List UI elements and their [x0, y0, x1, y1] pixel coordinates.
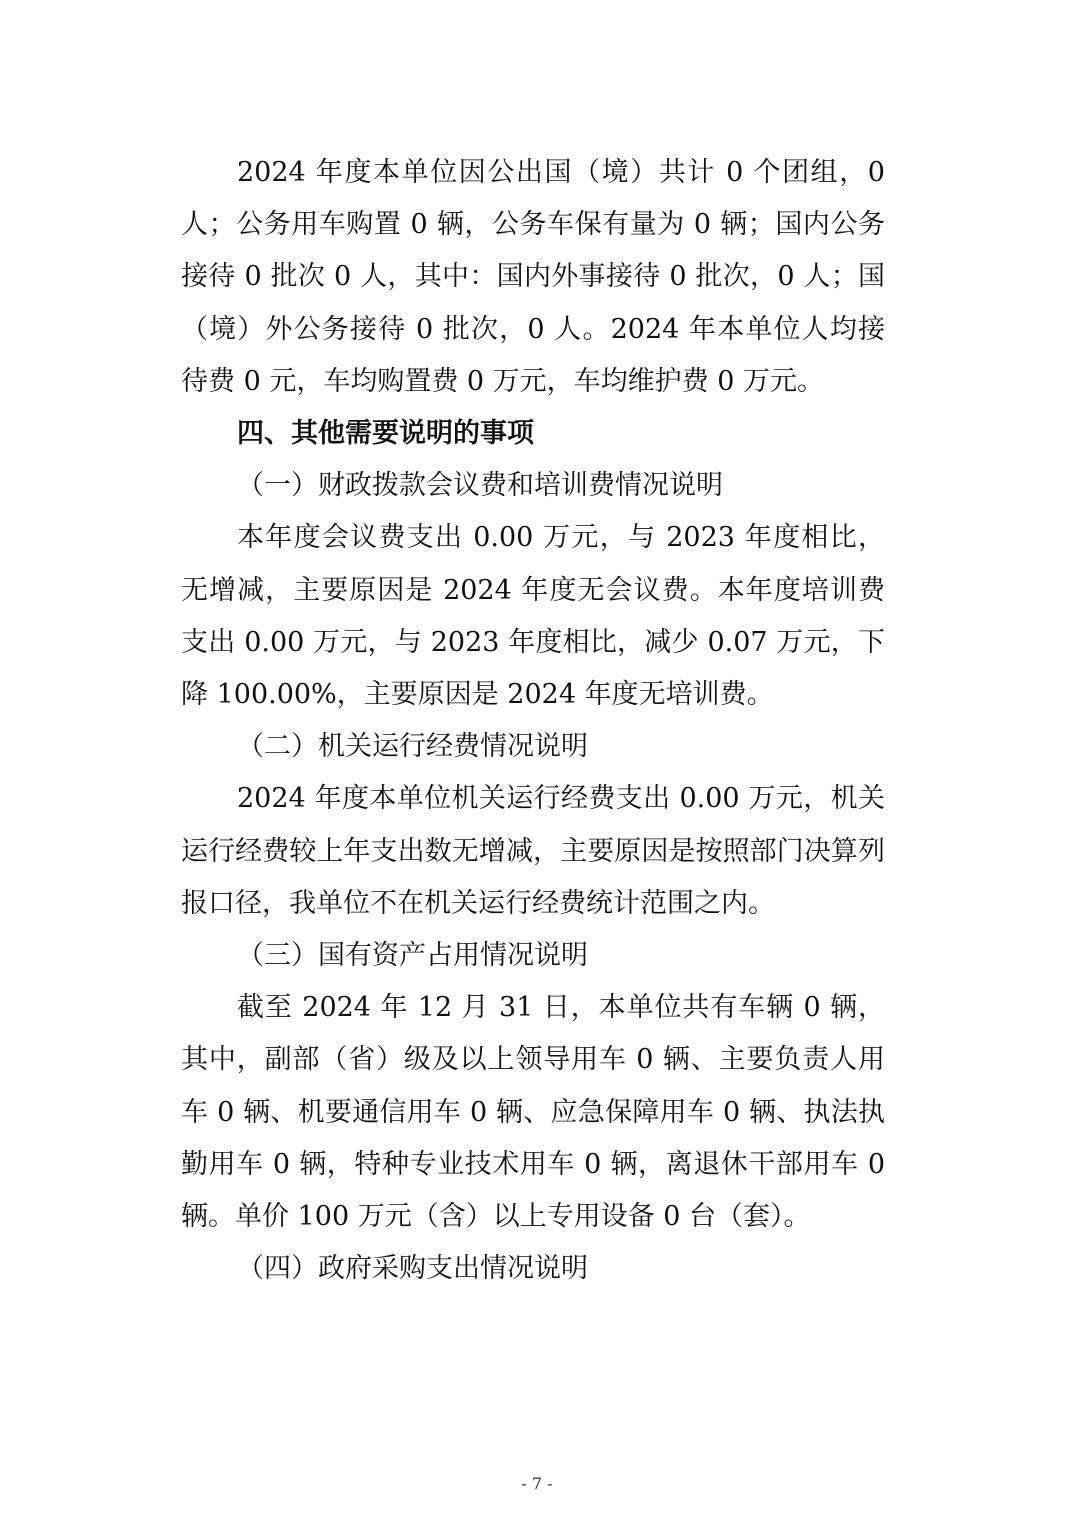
- subheading-state-assets: （三）国有资产占用情况说明: [237, 940, 588, 972]
- page-number: - 7 -: [521, 1474, 553, 1493]
- subheading-government-procurement: （四）政府采购支出情况说明: [237, 1253, 588, 1285]
- subheading-operating-expenses: （二）机关运行经费情况说明: [237, 731, 588, 763]
- paragraph-meeting-training-fees: 本年度会议费支出 0.00 万元，与 2023 年度相比，无增减，主要原因是 2024 年度无会议费。本年度培训费支出 0.00 万元，与 2023 年度相比，减少 0.07 万元，下降 100.00%，主要原因是 2024 年度无培训费。: [181, 522, 885, 711]
- section-heading-other-matters: 四、其他需要说明的事项: [237, 418, 534, 450]
- paragraph-operating-expenses: 2024 年度本单位机关运行经费支出 0.00 万元，机关运行经费较上年支出数无增减，主要原因是按照部门决算列报口径，我单位不在机关运行经费统计范围之内。: [181, 783, 885, 919]
- paragraph-state-assets: 截至 2024 年 12 月 31 日，本单位共有车辆 0 辆，其中，副部（省）级及以上领导用车 0 辆、主要负责人用车 0 辆、机要通信用车 0 辆、应急保障用车 0 辆、执法执勤用车 0 辆，特种专业技术用车 0 辆，离退休干部用车 0 辆。单价 100 万元（含）以上专用设备 0 台（套）。: [181, 992, 885, 1233]
- paragraph-overseas-vehicles-reception: 2024 年度本单位因公出国（境）共计 0 个团组，0 人；公务用车购置 0 辆，公务车保有量为 0 辆；国内公务接待 0 批次 0 人，其中：国内外事接待 0 批次，0 人；国（境）外公务接待 0 批次，0 人。2024 年本单位人均接待费 0 元，车均购置费 0 万元，车均维护费 0 万元。: [181, 157, 885, 397]
- subheading-meeting-training-fees: （一）财政拨款会议费和培训费情况说明: [237, 470, 723, 502]
- document-body: [181, 147, 885, 1295]
